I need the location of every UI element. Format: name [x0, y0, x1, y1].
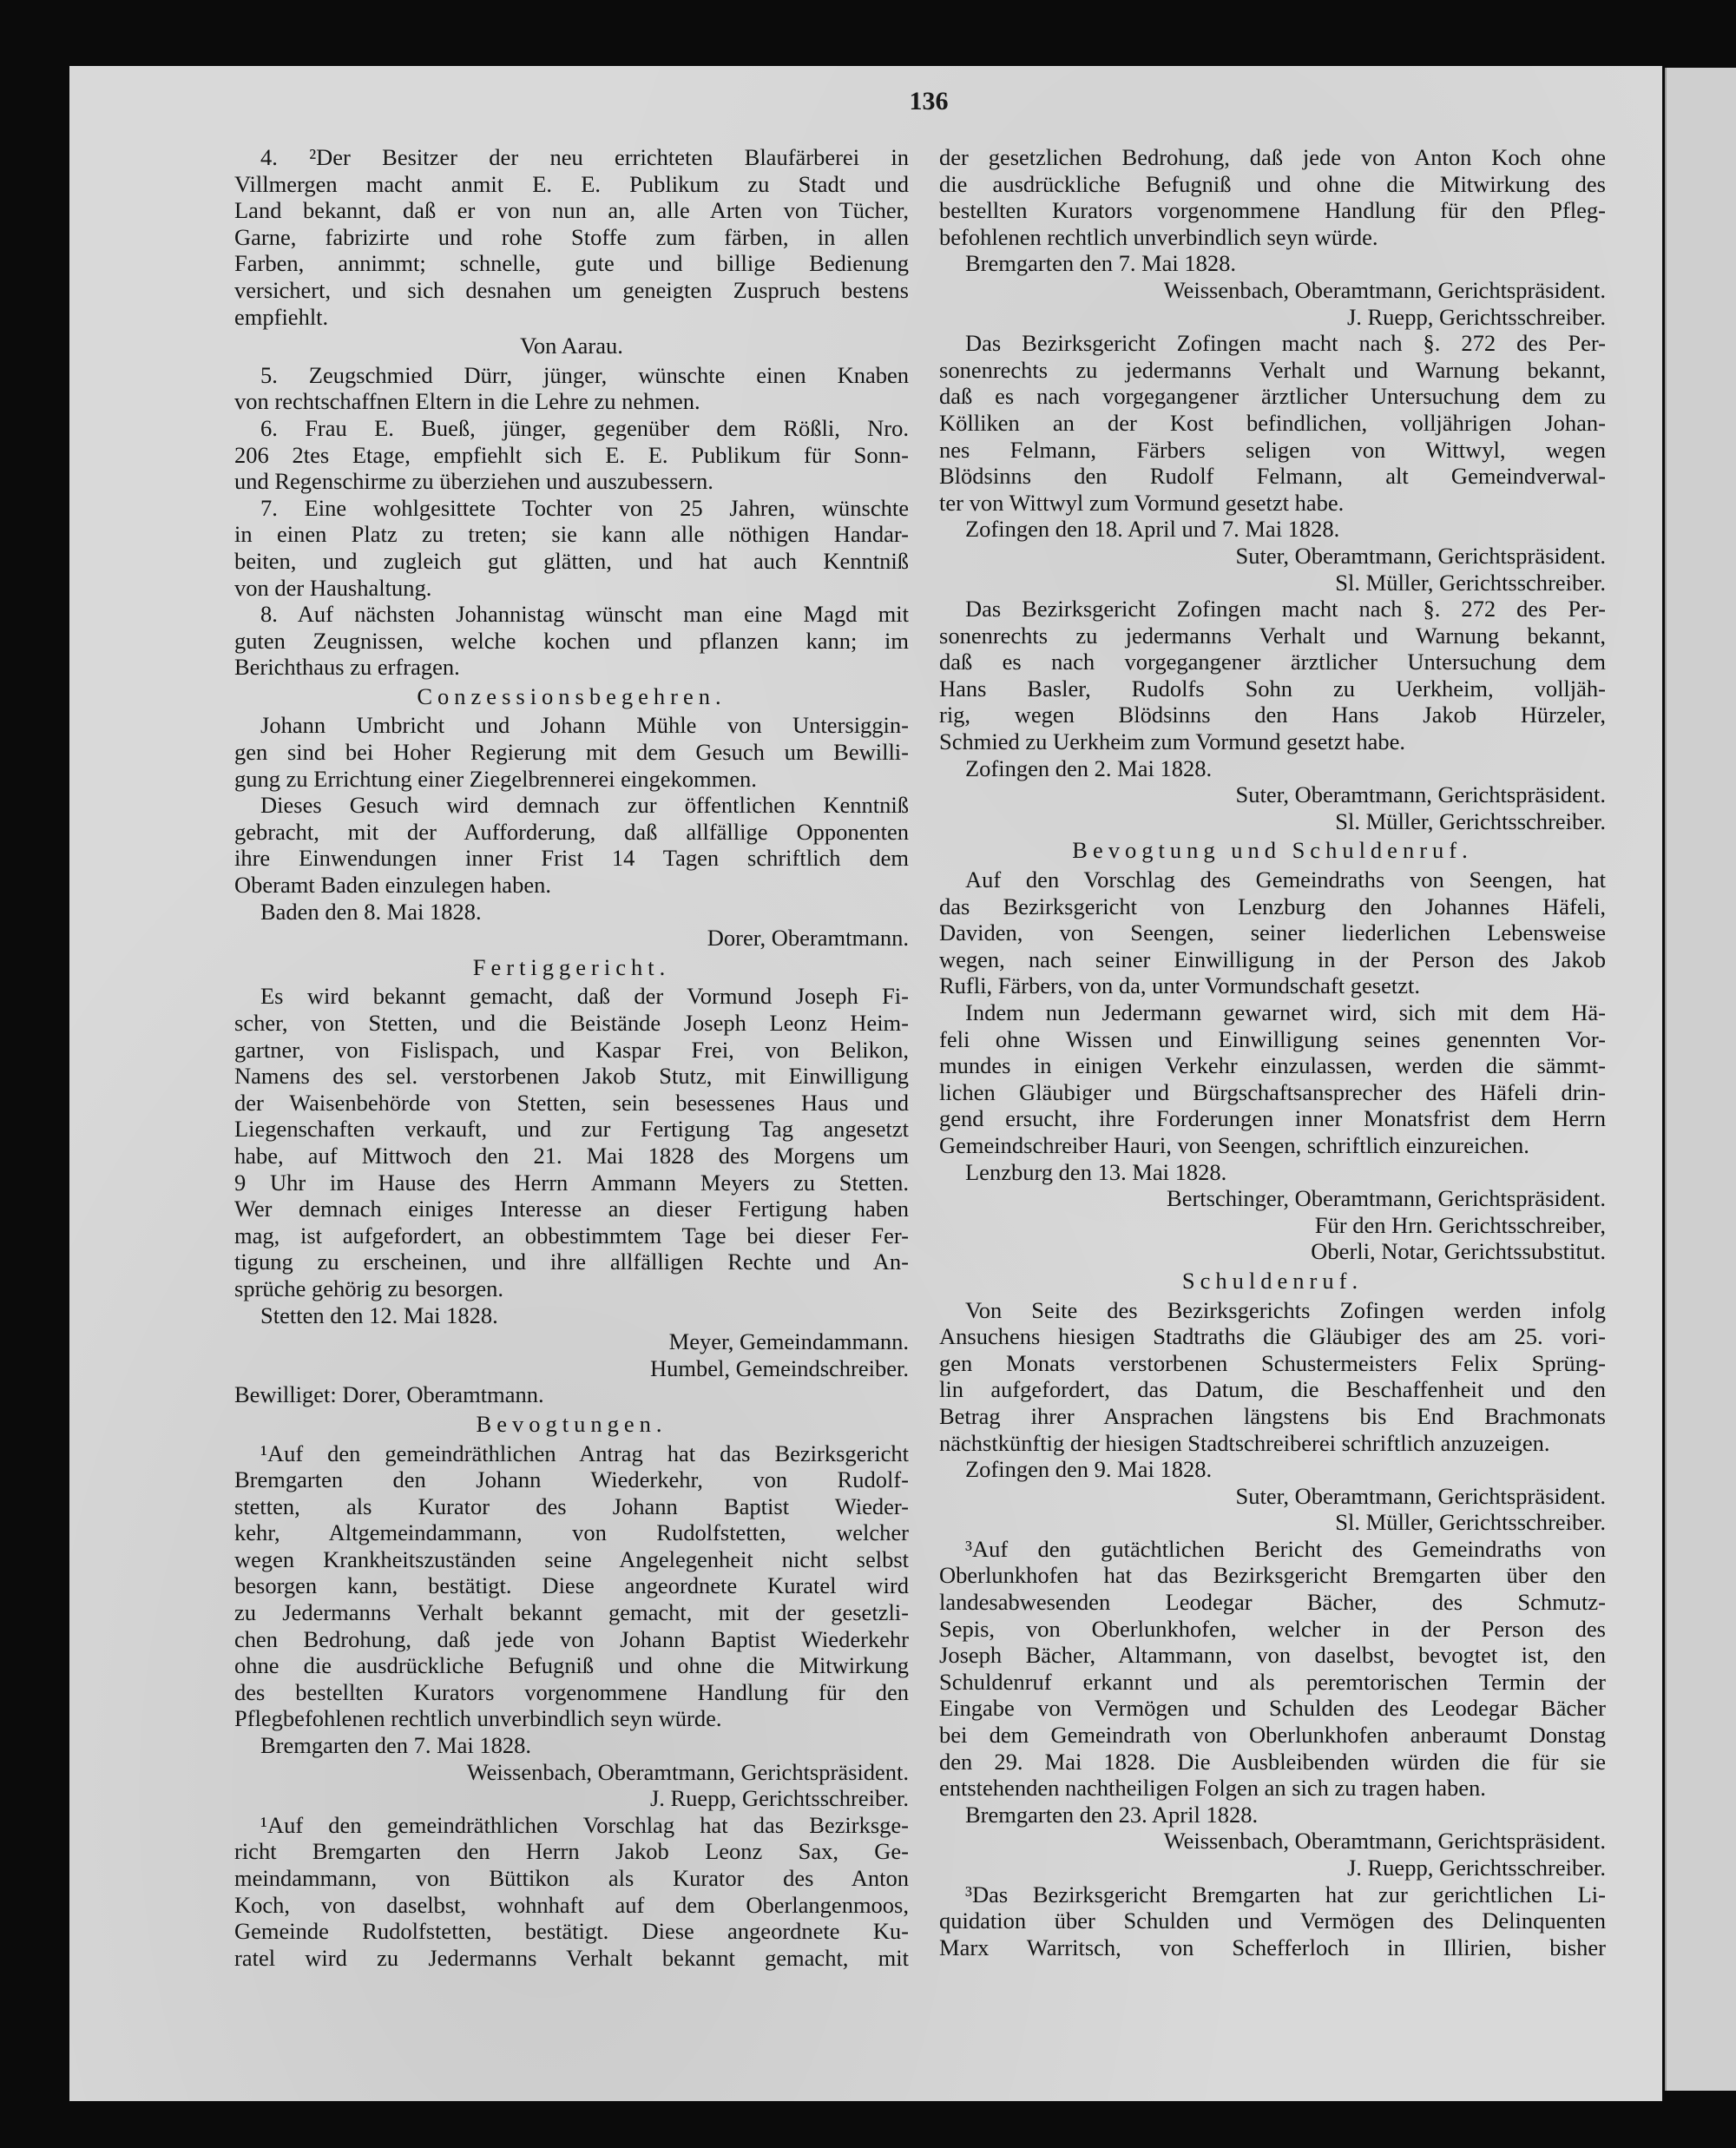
text-line: 206 2tes Etage, empfiehlt sich E. E. Publikum für Sonn- [234, 441, 909, 468]
text-line: Zofingen den 18. April und 7. Mai 1828. [965, 516, 1340, 543]
text-line: Pflegbefohlenen rechtlich unverbindlich seyn würde. [234, 1705, 722, 1732]
text-line: die ausdrückliche Befugniß und ohne die Mitwirkung des [939, 170, 1606, 197]
text-line: wegen Krankheitszuständen seine Angelegenheit nicht selbst [234, 1545, 909, 1572]
text-line: J. Ruepp, Gerichtsschreiber. [649, 1785, 909, 1812]
notice-paragraph [234, 362, 909, 415]
text-line: Stetten den 12. Mai 1828. [260, 1301, 498, 1328]
dateline [939, 1159, 1606, 1186]
text-line: 5. Zeugschmied Dürr, jünger, wünschte einen Knaben [260, 361, 909, 388]
text-line: lin aufgefordert, das Datum, die Beschaffenheit und den [939, 1376, 1606, 1403]
text-line: Humbel, Gemeindschreiber. [649, 1354, 909, 1381]
text-line: Schuldenruf. [1181, 1267, 1364, 1294]
notice-paragraph [234, 792, 909, 898]
signature [939, 1483, 1606, 1536]
section-heading [939, 837, 1606, 864]
text-line: Für den Hrn. Gerichtsschreiber, [1314, 1211, 1606, 1238]
continued-paragraph [939, 144, 1606, 250]
text-line: scher, von Stetten, und die Beistände Joseph Leonz Heim- [234, 1010, 909, 1036]
text-line: Bremgarten den Johann Wiederkehr, von Rudolf- [234, 1466, 909, 1493]
text-line: befohlenen rechtlich unverbindlich seyn würde. [939, 223, 1378, 250]
text-line: Bertschinger, Oberamtmann, Gerichtspräsident. [1167, 1185, 1606, 1212]
text-line: J. Ruepp, Gerichtsschreiber. [1346, 303, 1606, 330]
text-line: Auf den Vorschlag des Gemeindraths von Seengen, hat [965, 866, 1606, 893]
text-line: Land bekannt, daß er von nun an, alle Arten von Tücher, [234, 197, 909, 224]
notice-paragraph [234, 495, 909, 601]
text-line: ter von Wittwyl zum Vormund gesetzt habe. [939, 489, 1345, 516]
text-line: Suter, Oberamtmann, Gerichtspräsident. [1235, 781, 1606, 808]
text-line: Sepis, von Oberlunkhofen, welcher in der Person des [939, 1615, 1606, 1642]
text-line: Johann Umbricht und Johann Mühle von Untersiggin- [260, 712, 909, 739]
dateline [234, 1302, 909, 1329]
notice-paragraph [234, 415, 909, 495]
text-line: Bevogtungen. [476, 1410, 667, 1437]
text-line: ³Das Bezirksgericht Bremgarten hat zur gerichtlichen Li- [965, 1881, 1606, 1908]
text-line: Zofingen den 2. Mai 1828. [965, 754, 1213, 781]
text-line: kehr, Altgemeindammann, von Rudolfstetten, welcher [234, 1519, 909, 1546]
text-line: Oberamt Baden einzulegen haben. [234, 872, 551, 899]
signature [234, 1328, 909, 1381]
text-line: Garne, fabrizirte und rohe Stoffe zum färben, in allen [234, 223, 909, 250]
text-line: quidation über Schulden und Vermögen des Delinquenten [939, 1908, 1606, 1934]
signature [234, 1759, 909, 1812]
text-line: meindammann, von Büttikon als Kurator des Anton [234, 1865, 909, 1891]
text-line: Rufli, Färbers, von da, unter Vormundschaft gesetzt. [939, 972, 1420, 999]
text-line: entstehenden nachtheiligen Folgen an sich zu tragen haben. [939, 1775, 1486, 1802]
text-line: das Bezirksgericht von Lenzburg den Johannes Häfeli, [939, 893, 1606, 919]
text-line: rig, wegen Blödsinns den Hans Jakob Hürzeler, [939, 702, 1606, 728]
text-line: feli ohne Wissen und Einwilligung seines genennten Vor- [939, 1025, 1606, 1052]
text-line: gen sind bei Hoher Regierung mit dem Gesuch um Bewilli- [234, 739, 909, 766]
notice-paragraph [939, 1881, 1606, 1961]
text-line: gen Monats verstorbenen Schustermeisters Felix Sprüng- [939, 1349, 1606, 1376]
text-line: landesabwesenden Leodegar Bächer, des Schmutz- [939, 1589, 1606, 1616]
text-line: nes Felmann, Färbers seligen von Wittwyl, wegen [939, 436, 1606, 463]
text-line: ratel wird zu Jedermanns Verhalt bekannt gemacht, mit [234, 1944, 909, 1971]
signature [939, 1828, 1606, 1881]
notice-paragraph [939, 596, 1606, 755]
text-line: Wer demnach einiges Interesse an dieser Fertigung haben [234, 1196, 909, 1222]
text-line: Sl. Müller, Gerichtsschreiber. [1335, 807, 1606, 834]
text-line: 6. Frau E. Bueß, jünger, gegenüber dem Rößli, Nro. [260, 414, 909, 441]
text-line: Oberlunkhofen hat das Bezirksgericht Bremgarten über den [939, 1562, 1606, 1589]
text-line: stetten, als Kurator des Johann Baptist Wieder- [234, 1492, 909, 1519]
notice-paragraph [939, 1536, 1606, 1802]
text-line: von der Haushaltung. [234, 574, 432, 601]
dateline [234, 899, 909, 926]
section-heading [234, 954, 909, 981]
text-line: Fertiggericht. [472, 953, 671, 980]
text-line: gebracht, mit der Aufforderung, daß allfällige Opponenten [234, 818, 909, 845]
text-line: in einen Platz zu treten; sie kann alle nöthigen Handar- [234, 521, 909, 548]
text-line: Bremgarten den 7. Mai 1828. [260, 1732, 532, 1759]
text-line: J. Ruepp, Gerichtsschreiber. [1346, 1855, 1606, 1881]
text-line: der Waisenbehörde von Stetten, sein besessenes Haus und [234, 1089, 909, 1116]
text-line: Von Seite des Bezirksgerichts Zofingen werden infolg [965, 1296, 1606, 1323]
text-line: Ansuchens hiesigen Stadtraths die Gläubiger des am 25. vori- [939, 1323, 1606, 1350]
text-line: richt Bremgarten den Herrn Jakob Leonz Sax, Ge- [234, 1838, 909, 1865]
text-line: 7. Eine wohlgesittete Tochter von 25 Jahren, wünschte [260, 494, 909, 521]
signature [939, 543, 1606, 596]
text-line: Hans Basler, Rudolfs Sohn zu Uerkheim, volljäh- [939, 675, 1606, 702]
notice-paragraph [939, 999, 1606, 1159]
text-line: habe, auf Mittwoch den 21. Mai 1828 des Morgens um [234, 1142, 909, 1169]
signature [939, 781, 1606, 834]
text-line: und Regenschirme zu überziehen und auszubessern. [234, 468, 713, 495]
text-line: Bewilliget: Dorer, Oberamtmann. [234, 1381, 544, 1408]
text-line: zu Jedermanns Verhalt bekannt gemacht, mit der gesetzli- [234, 1599, 909, 1626]
text-line: Das Bezirksgericht Zofingen macht nach §. 272 des Per- [965, 596, 1606, 623]
text-line: Liegenschaften verkauft, und zur Fertigung Tag angesetzt [234, 1116, 909, 1143]
text-line: den 29. Mai 1828. Die Ausbleibenden würden die für sie [939, 1748, 1606, 1775]
text-line: Dorer, Oberamtmann. [707, 925, 909, 952]
text-line: Conzessionsbegehren. [417, 682, 727, 709]
adjacent-page-edge [1665, 68, 1736, 2091]
section-heading [234, 1411, 909, 1438]
text-line: ¹Auf den gemeindräthlichen Antrag hat das Bezirksgericht [260, 1440, 909, 1466]
text-line: Dieses Gesuch wird demnach zur öffentlichen Kenntniß [260, 792, 909, 819]
section-heading [939, 1268, 1606, 1295]
text-line: chen Bedrohung, daß jede von Johann Baptist Wiederkehr [234, 1625, 909, 1652]
dateline [939, 516, 1606, 543]
text-line: daß es nach vorgegangener ärztlicher Untersuchung dem zu [939, 383, 1606, 410]
text-line: Das Bezirksgericht Zofingen macht nach §. 272 des Per- [965, 330, 1606, 357]
text-line: guten Zeugnissen, welche kochen und pflanzen kann; im [234, 627, 909, 654]
text-line: Schuldenruf erkannt und als peremtorischen Termin der [939, 1668, 1606, 1695]
text-line: mag, ist aufgefordert, an obbestimmtem Tage bei dieser Fer- [234, 1222, 909, 1249]
text-line: Bremgarten den 7. Mai 1828. [965, 250, 1237, 277]
text-line: Blödsinns den Rudolf Felmann, alt Gemeindverwal- [939, 463, 1606, 490]
text-line: ihre Einwendungen inner Frist 14 Tagen schriftlich dem [234, 845, 909, 872]
text-line: Koch, von daselbst, wohnhaft auf dem Oberlangenmoos, [234, 1891, 909, 1918]
notice-paragraph [234, 601, 909, 681]
text-line: daß es nach vorgegangener ärztlicher Untersuchung dem [939, 649, 1606, 675]
notice-paragraph [939, 330, 1606, 516]
text-line: ohne die ausdrückliche Befugniß und ohne die Mitwirkung [234, 1652, 909, 1679]
dateline [234, 1732, 909, 1759]
notice-paragraph [234, 712, 909, 792]
text-line: gend ersucht, ihre Forderungen inner Monatsfrist dem Herrn [939, 1105, 1606, 1132]
text-line: Von Aarau. [520, 333, 623, 359]
text-line: Namens des sel. verstorbenen Jakob Stutz, mit Einwilligung [234, 1063, 909, 1090]
text-line: Bevogtung und Schuldenruf. [1072, 837, 1473, 864]
text-line: Weissenbach, Oberamtmann, Gerichtspräsident. [1163, 1828, 1606, 1855]
text-line: gartner, von Fislispach, und Kaspar Frei, von Belikon, [234, 1036, 909, 1063]
text-line: Schmied zu Uerkheim zum Vormund gesetzt habe. [939, 728, 1405, 755]
text-line: Weissenbach, Oberamtmann, Gerichtspräsident. [466, 1758, 909, 1785]
text-line: lichen Gläubiger und Bürgschaftsansprecher des Häfeli drin- [939, 1078, 1606, 1105]
text-line: Weissenbach, Oberamtmann, Gerichtspräsident. [1163, 276, 1606, 303]
signature [939, 1185, 1606, 1265]
text-line: Daviden, von Seengen, seiner liederlichen Lebensweise [939, 919, 1606, 946]
page-number: 136 [909, 87, 949, 115]
dateline [939, 250, 1606, 277]
signature [234, 925, 909, 952]
notice-paragraph [234, 1812, 909, 1972]
text-line: sonenrechts zu jedermanns Verhalt und Warnung bekannt, [939, 356, 1606, 383]
section-heading [234, 683, 909, 710]
text-line: 4. ²Der Besitzer der neu errichteten Blaufärberei in [260, 144, 909, 170]
text-line: beiten, und zugleich gut glätten, und hat auch Kenntniß [234, 547, 909, 574]
text-line: der gesetzlichen Bedrohung, daß jede von Anton Koch ohne [939, 144, 1606, 170]
notice-paragraph [939, 866, 1606, 999]
text-line: empfiehlt. [234, 303, 329, 330]
text-line: nächstkünftig der hiesigen Stadtschreiberei schriftlich anzuzeigen. [939, 1429, 1550, 1456]
text-line: von rechtschaffnen Eltern in die Lehre zu nehmen. [234, 388, 700, 415]
left-column [234, 144, 909, 1971]
text-line: Farben, annimmt; schnelle, gute und billige Bedienung [234, 250, 909, 277]
text-line: Joseph Bächer, Altammann, von daselbst, bevogtet ist, den [939, 1642, 1606, 1669]
text-line: sprüche gehörig zu besorgen. [234, 1275, 504, 1301]
notice-paragraph [234, 144, 909, 330]
notice-paragraph [234, 1440, 909, 1733]
text-line: wegen, nach seiner Einwilligung in der Person des Jakob [939, 946, 1606, 972]
text-line: Oberli, Notar, Gerichtssubstitut. [1311, 1238, 1606, 1265]
section-heading [234, 333, 909, 359]
text-line: besorgen kann, bestätigt. Diese angeordnete Kuratel wird [234, 1572, 909, 1599]
text-line: Sl. Müller, Gerichtsschreiber. [1335, 1509, 1606, 1536]
text-line: mundes in einigen Verkehr einzulassen, werden die sämmt- [939, 1052, 1606, 1079]
text-line: 9 Uhr im Hause des Herrn Ammann Meyers zu Stetten. [234, 1169, 909, 1196]
text-line: Gemeindschreiber Hauri, von Seengen, schriftlich einzureichen. [939, 1131, 1529, 1158]
approval-line [234, 1381, 909, 1408]
text-line: Betrag ihrer Ansprachen längstens bis End Brachmonats [939, 1402, 1606, 1429]
text-line: versichert, und sich desnahen um geneigten Zuspruch bestens [234, 276, 909, 303]
text-line: bei dem Gemeindrath von Oberlunkhofen anberaumt Donstag [939, 1722, 1606, 1749]
text-line: Sl. Müller, Gerichtsschreiber. [1335, 569, 1606, 596]
text-line: ¹Auf den gemeindräthlichen Vorschlag hat das Bezirksge- [260, 1811, 909, 1838]
text-line: Berichthaus zu erfragen. [234, 654, 460, 681]
text-line: Zofingen den 9. Mai 1828. [965, 1456, 1213, 1483]
notice-paragraph [234, 983, 909, 1301]
text-line: Indem nun Jedermann gewarnet wird, sich mit dem Hä- [965, 999, 1606, 1025]
text-line: Bremgarten den 23. April 1828. [965, 1801, 1259, 1828]
text-line: gung zu Errichtung einer Ziegelbrennerei eingekommen. [234, 765, 757, 792]
text-line: Suter, Oberamtmann, Gerichtspräsident. [1235, 1482, 1606, 1509]
text-line: des bestellten Kurators vorgenommene Handlung für den [234, 1678, 909, 1705]
text-line: Villmergen macht anmit E. E. Publikum zu Stadt und [234, 170, 909, 197]
text-line: ³Auf den gutächtlichen Bericht des Gemeindraths von [965, 1535, 1606, 1562]
text-line: sonenrechts zu jedermanns Verhalt und Warnung bekannt, [939, 622, 1606, 649]
text-line: Eingabe von Vermögen und Schulden des Leodegar Bächer [939, 1695, 1606, 1722]
text-line: Es wird bekannt gemacht, daß der Vormund Joseph Fi- [260, 983, 909, 1010]
text-line: Marx Warritsch, von Schefferloch in Illirien, bisher [939, 1934, 1606, 1960]
right-column [939, 144, 1606, 1960]
dateline [939, 1802, 1606, 1828]
text-line: tigung zu erscheinen, und ihre allfälligen Rechte und An- [234, 1249, 909, 1275]
text-line: Lenzburg den 13. Mai 1828. [965, 1158, 1227, 1185]
text-line: Baden den 8. Mai 1828. [260, 898, 482, 925]
notice-paragraph [939, 1297, 1606, 1457]
text-line: 8. Auf nächsten Johannistag wünscht man eine Magd mit [260, 601, 909, 628]
signature [939, 277, 1606, 330]
text-line: Kölliken an der Kost befindlichen, volljährigen Johan- [939, 409, 1606, 436]
text-line: Meyer, Gemeindammann. [668, 1328, 909, 1355]
text-line: bestellten Kurators vorgenommene Handlung für den Pfleg- [939, 197, 1606, 224]
dateline [939, 1456, 1606, 1483]
text-line: Suter, Oberamtmann, Gerichtspräsident. [1235, 542, 1606, 569]
text-line: Gemeinde Rudolfstetten, bestätigt. Diese angeordnete Ku- [234, 1918, 909, 1945]
dateline [939, 755, 1606, 782]
